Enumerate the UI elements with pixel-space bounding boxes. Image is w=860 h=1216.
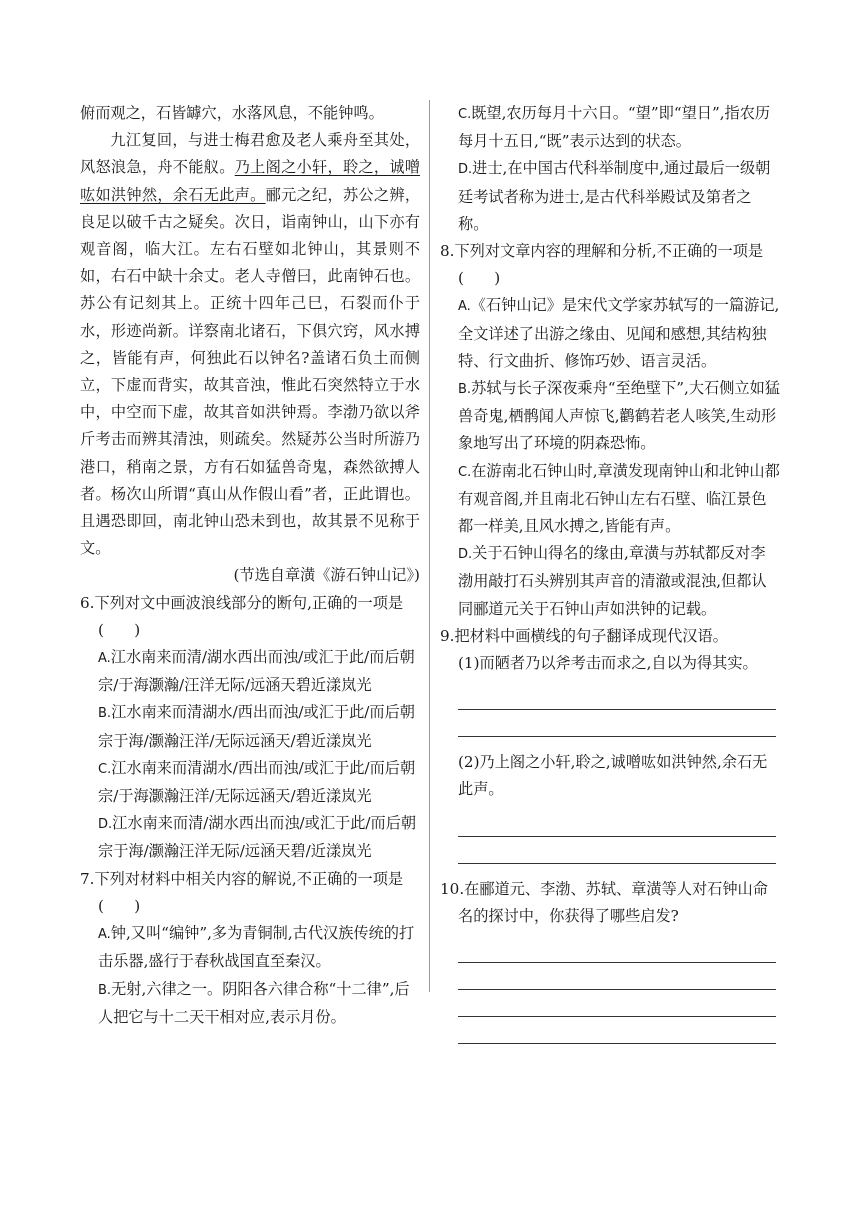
- question-6: [80, 590, 420, 866]
- option-text: 钟,又叫“编钟”,多为青铜制,古代汉族传统的打击乐器,盛行于春秋战国直至秦汉。: [98, 924, 415, 971]
- option-label: A.: [98, 927, 111, 943]
- sub-question-2: (2)乃上阁之小轩,聆之,诚噌吰如洪钟然,余石无此声。: [458, 753, 768, 799]
- option-label: C.: [458, 464, 472, 480]
- option-list: [440, 100, 780, 238]
- answer-lines: [440, 936, 780, 1044]
- option-b[interactable]: [98, 976, 420, 1031]
- option-d[interactable]: [98, 810, 420, 865]
- column-divider: [429, 100, 430, 992]
- answer-lines: [440, 683, 780, 737]
- option-text: 《石钟山记》是宋代文学家苏轼写的一篇游记,全文详述了出游之缘由、见闻和感想,其结构独特、行文曲折、修饰巧妙、语言灵活。: [458, 296, 780, 370]
- option-list: [80, 644, 420, 866]
- question-8: [440, 238, 780, 623]
- answer-blank[interactable]: ( ): [98, 620, 141, 639]
- passage-paragraph: [80, 127, 420, 562]
- question-stem: 9.把材料中画横线的句子翻译成现代汉语。: [440, 626, 728, 645]
- question-9: [440, 623, 780, 864]
- question-7: [80, 866, 420, 1031]
- option-label: B.: [98, 706, 112, 722]
- question-stem: 10.在郦道元、李渤、苏轼、章潢等人对石钟山命名的探讨中，你获得了哪些启发?: [440, 879, 768, 925]
- option-label: B.: [98, 982, 112, 998]
- option-d[interactable]: [458, 155, 780, 238]
- option-label: B.: [458, 382, 472, 398]
- sub-question-1: (1)而陋者乃以斧考击而求之,自以为得其实。: [458, 654, 758, 673]
- option-b[interactable]: [458, 375, 780, 458]
- option-label: A.: [98, 651, 111, 667]
- answer-line[interactable]: [458, 1017, 776, 1044]
- option-text: 江水南来而清/湖水西出而浊/或汇于此/而后朝宗于海/灏瀚汪洋无际/远涵天碧/近漾岚光: [98, 814, 417, 861]
- option-text: 无射,六律之一。阴阳各六律合称“十二律”,后人把它与十二天干相对应,表示月份。: [98, 979, 410, 1026]
- answer-line[interactable]: [458, 683, 776, 710]
- question-10: [440, 876, 780, 1044]
- left-column: [80, 100, 420, 1031]
- underlined-sentence: 乃上阁之小轩，聆之，诚噌吰如洪钟然，余石无此声。: [80, 158, 421, 204]
- question-stem: 7.下列对材料中相关内容的解说,不正确的一项是: [80, 869, 404, 888]
- option-list: [80, 920, 420, 1031]
- option-d[interactable]: [458, 540, 780, 623]
- answer-line[interactable]: [458, 710, 776, 737]
- right-column: [440, 100, 780, 1056]
- passage-text: 九江复回，与进士梅君愈及老人乘舟至其处，风怒浪急，舟不能舣。: [80, 131, 420, 177]
- option-text: 进士,在中国古代科举制度中,通过最后一级朝廷考试者称为进士,是古代科举殿试及第者之称。: [458, 159, 771, 233]
- option-a[interactable]: [98, 644, 420, 699]
- passage-text: 郦元之纪，苏公之辨，良足以破千古之疑矣。次日，诣南钟山，山下亦有观音阁，临大江。左右石壁如北钟山，其景则不如，右石中缺十余丈。老人寺僧曰，此南钟石也。苏公有记刻其上。正统十四年己巳，石裂而仆于水，形迹尚新。详察南北诸石，下俱穴窍，风水搏之，皆能有声，何独此石以钟名?盖诸石负土而侧立，下虚而背实，故其音浊，惟此石突然特立于水中，中空而下虚，故其音如洪钟焉。李渤乃欲以斧斤考击而辨其清浊，则疏矣。然疑苏公当时所游乃港口，稍南之景，方有石如猛兽奇鬼，森然欲搏人者。杨次山所谓“真山从作假山看”者，正此谓也。且遇恐即回，南北钟山恐未到也，故其景不见称于文。: [80, 185, 421, 558]
- passage-line: 俯而观之，石皆罅穴，水落风息，不能钟鸣。: [80, 104, 384, 122]
- answer-line[interactable]: [458, 837, 776, 864]
- option-label: D.: [458, 547, 473, 563]
- option-text: 关于石钟山得名的缘由,章潢与苏轼都反对李渤用敲打石头辨别其声音的清澈或混浊,但都认同郦道元关于石钟山声如洪钟的记载。: [458, 544, 767, 618]
- answer-line[interactable]: [458, 990, 776, 1017]
- option-text: 在游南北石钟山时,章潢发现南钟山和北钟山都有观音阁,并且南北石钟山左右石壁、临江景色都一样美,且风水搏之,皆能有声。: [458, 461, 780, 536]
- option-c[interactable]: [458, 458, 780, 541]
- option-a[interactable]: [98, 920, 420, 975]
- option-text: 江水南来而清湖水/西出而浊/或汇于此/而后朝宗/于海灏瀚汪洋/无际远涵天/碧近漾岚光: [98, 758, 416, 806]
- option-label: C.: [98, 761, 112, 777]
- answer-lines: [440, 810, 780, 864]
- answer-blank[interactable]: ( ): [458, 269, 501, 288]
- option-label: D.: [98, 817, 113, 833]
- option-a[interactable]: [458, 292, 780, 375]
- option-list: [440, 292, 780, 622]
- option-text: 江水南来而清/湖水西出而浊/或汇于此/而后朝宗/于海灏瀚/汪洋无际/远涵天碧近漾岚光: [98, 648, 415, 695]
- answer-blank[interactable]: ( ): [98, 896, 141, 915]
- option-b[interactable]: [98, 699, 420, 754]
- answer-line[interactable]: [458, 963, 776, 990]
- option-label: D.: [458, 162, 473, 178]
- option-label: A.: [458, 299, 471, 315]
- passage-source: (节选自章潢《游石钟山记》): [233, 566, 420, 585]
- option-c[interactable]: [98, 755, 420, 810]
- option-text: 江水南来而清湖水/西出而浊/或汇于此/而后朝宗于海/灏瀚汪洋/无际远涵天/碧近漾岚光: [98, 703, 415, 750]
- option-label: C.: [458, 107, 472, 122]
- question-stem: 6.下列对文中画波浪线部分的断句,正确的一项是: [80, 593, 404, 612]
- option-text: 苏轼与长子深夜乘舟“至绝壁下”,大石侧立如猛兽奇鬼,栖鹘闻人声惊飞,鹳鹤若老人咳笑,生动形象地写出了环境的阴森恐怖。: [458, 379, 780, 453]
- option-text: 既望,农历每月十六日。“望”即“望日”,指农历每月十五日,“既”表示达到的状态。: [458, 104, 771, 151]
- answer-line[interactable]: [458, 936, 776, 963]
- option-c[interactable]: [458, 100, 780, 155]
- question-stem: 8.下列对文章内容的理解和分析,不正确的一项是: [440, 242, 764, 261]
- answer-line[interactable]: [458, 810, 776, 837]
